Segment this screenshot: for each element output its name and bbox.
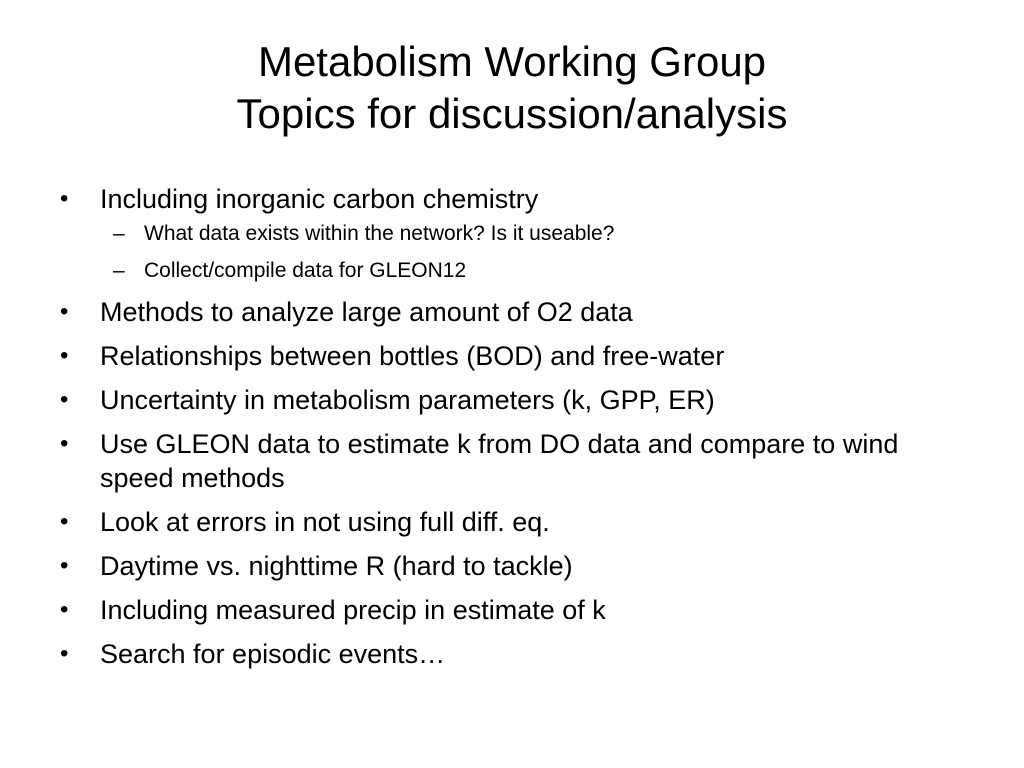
list-item-text: Including inorganic carbon chemistry [100, 184, 539, 214]
list-item-text: Daytime vs. nighttime R (hard to tackle) [100, 551, 573, 581]
dash-icon: – [113, 259, 125, 282]
list-item-text: Including measured precip in estimate of k [100, 595, 606, 625]
bullet-icon: • [60, 342, 69, 369]
list-item-text: Relationships between bottles (BOD) and free-water [100, 341, 725, 371]
title-line-2: Topics for discussion/analysis [236, 90, 788, 137]
list-item [56, 505, 976, 539]
sub-list-item [100, 257, 976, 285]
sub-bullet-list [100, 220, 976, 285]
sub-list-item [100, 220, 976, 248]
title-line-1: Metabolism Working Group [257, 38, 767, 85]
list-item-text: Look at errors in not using full diff. eq. [100, 507, 550, 537]
bullet-icon: • [60, 298, 69, 325]
list-item [56, 427, 976, 495]
list-item [56, 637, 976, 671]
bullet-icon: • [60, 596, 69, 623]
list-item [56, 339, 976, 373]
list-item-text: Search for episodic events… [100, 639, 446, 669]
dash-icon: – [113, 222, 125, 245]
list-item-text: Uncertainty in metabolism parameters (k, GPP, ER) [100, 385, 715, 415]
bullet-icon: • [60, 508, 69, 535]
list-item [56, 549, 976, 583]
bullet-icon: • [60, 640, 69, 667]
bullet-icon: • [60, 386, 69, 413]
list-item [56, 182, 976, 285]
list-item [56, 593, 976, 627]
slide-title [0, 36, 1024, 140]
bullet-icon: • [60, 430, 69, 457]
list-item-text: Methods to analyze large amount of O2 data [100, 297, 633, 327]
bullet-icon: • [60, 185, 69, 212]
list-item-text: Use GLEON data to estimate k from DO data and compare to wind speed methods [100, 429, 899, 493]
list-item [56, 383, 976, 417]
bullet-icon: • [60, 552, 69, 579]
bullet-list [56, 182, 976, 681]
sub-list-item-text: What data exists within the network? Is it useable? [144, 222, 615, 245]
sub-list-item-text: Collect/compile data for GLEON12 [144, 259, 467, 282]
list-item [56, 295, 976, 329]
